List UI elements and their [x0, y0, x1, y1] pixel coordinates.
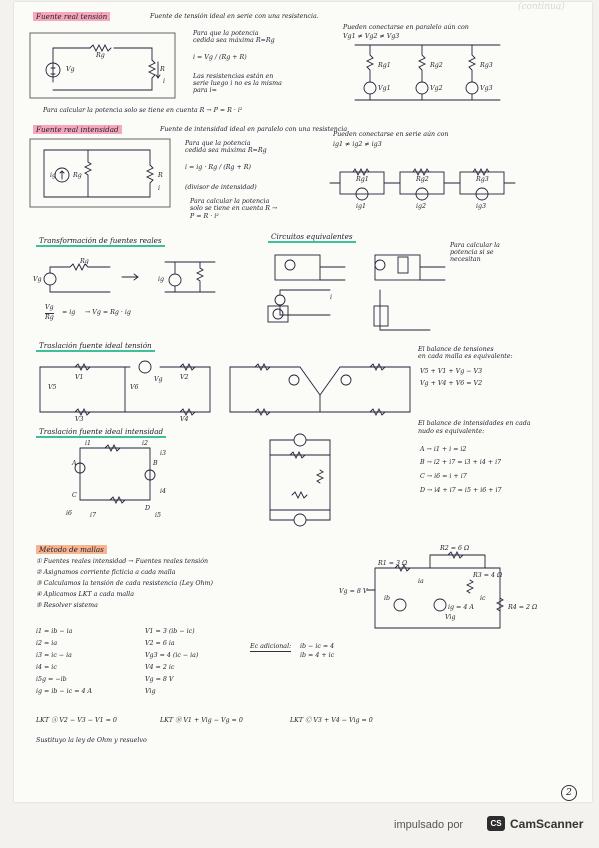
s6-balance-a: El balance de intensidades en cada — [418, 420, 531, 427]
s2-sr-ig2: ig2 — [416, 203, 427, 210]
s1-pl-rg3: Rg3 — [480, 62, 493, 69]
s6-eqD: D → i4 + i7 = i5 + i6 + i7 — [420, 487, 502, 494]
s5-label-vg: Vg — [154, 376, 163, 383]
s6-label-d: D — [145, 505, 151, 512]
s7-extra-1: ib − ic = 4 — [300, 643, 335, 650]
s1-pl-vg1: Vg1 — [378, 85, 391, 92]
s1-pl-rg2: Rg2 — [430, 62, 443, 69]
s4-note-c: necesitan — [450, 256, 481, 263]
s7-c-r4: R4 = 2 Ω — [508, 604, 538, 611]
s7-colB-0: V1 = 3 (ib − ic) — [145, 628, 195, 635]
s2-title: Fuente real intensidad — [33, 125, 122, 134]
s7-colA-4: i5g = −ib — [36, 676, 67, 683]
s7-c-r1: R1 = 3 Ω — [378, 560, 408, 567]
s6-label-i7: i7 — [90, 512, 97, 519]
s4-note-a: Para calcular la — [450, 242, 500, 249]
s5-eq1: V5 + V1 + Vg − V3 — [420, 368, 483, 375]
s6-balance-b: nudo es equivalente: — [418, 428, 485, 435]
s5-label-v1: V1 — [75, 374, 84, 381]
s7-colA-2: i3 = ic − ia — [36, 652, 72, 659]
s1-note1b: cedida sea máxima R=Rg — [193, 37, 275, 44]
s7-colA-3: i4 = ic — [36, 664, 57, 671]
s7-extra-title: Ec adicional: — [250, 643, 292, 650]
s3-title: Transformación de fuentes reales — [36, 236, 165, 247]
s1-pl-vg3: Vg3 — [480, 85, 493, 92]
s2-series — [330, 169, 515, 200]
camscanner-logo-icon: CS — [487, 816, 505, 831]
s5-label-v2: V2 — [180, 374, 189, 381]
s4-note-b: potencia si se — [450, 249, 494, 256]
s7-colA-5: ig = ib − ic = 4 A — [36, 688, 93, 695]
s6-eqA: A → i1 + i = i2 — [420, 446, 467, 453]
s5-label-v5: V5 — [48, 384, 57, 391]
s1-label-vg: Vg — [66, 66, 75, 73]
s1-note2b: serie luego i no es la misma — [193, 80, 282, 87]
s2-label-r: R — [158, 172, 163, 179]
s7-extra-2: ib = 4 + ic — [300, 652, 335, 659]
s7-colB-5: Vig — [145, 688, 156, 695]
s2-intro: Fuente de intensidad ideal en paralelo con una resistencia — [160, 126, 348, 133]
s1-formula-i: i = Vg / (Rg + R) — [193, 54, 247, 61]
s7-colA-0: i1 = ib − ia — [36, 628, 73, 635]
s1-note2a: Las resistencias están en — [193, 73, 274, 80]
s3-frac-bot: Rg — [45, 314, 54, 321]
s7-step2: ② Asignamos corriente ficticia a cada malla — [36, 569, 176, 576]
s1-title: Fuente real tensión — [33, 12, 110, 21]
s6-eqC: C → i6 = i + i7 — [420, 473, 467, 480]
s1-parallel-b: Vg1 ≠ Vg2 ≠ Vg3 — [343, 33, 400, 40]
s2-label-ig: ig — [50, 172, 57, 179]
s4-title: Circuitos equivalentes — [268, 232, 356, 243]
s2-divisor: (divisor de intensidad) — [185, 184, 257, 191]
s2-note1b: cedida sea máxima R=Rg — [185, 147, 267, 154]
s7-lkt2: LKT Ⓑ V1 + Vig − Vg = 0 — [160, 717, 243, 724]
s7-c-ib: ib — [384, 595, 391, 602]
s7-step3: ③ Calculamos la tensión de cada resistencia (Ley Ohm) — [36, 580, 213, 587]
s5-label-v4: V4 — [180, 416, 189, 423]
s1-note2c: para i= — [193, 87, 217, 94]
header-ghost-text: (continua) — [518, 2, 565, 12]
s7-colB-3: V4 = 2 ic — [145, 664, 175, 671]
s2-power-b: solo se tiene en cuenta R → — [190, 205, 278, 212]
s2-circuit — [44, 150, 153, 197]
s6-label-i1: i1 — [85, 440, 92, 447]
s1-frame — [30, 33, 175, 98]
s7-c-vg: Vg = 8 V — [339, 588, 368, 595]
s1-power-note: Para calcular la potencia solo se tiene en cuenta R → P = R · i² — [43, 107, 243, 114]
s3-label-ig: ig — [158, 276, 165, 283]
s4-label-i: i — [330, 294, 333, 301]
s3-eq-a: = ig — [62, 309, 76, 316]
s6-label-c: C — [72, 492, 77, 499]
s3-label-rg: Rg — [80, 258, 89, 265]
s2-series-a: Pueden conectarse en serie aún con — [333, 131, 449, 138]
s1-label-r: R — [160, 66, 165, 73]
page-number: 2 — [561, 785, 577, 801]
s7-colA-1: i2 = ia — [36, 640, 58, 647]
s7-colB-2: Vg3 = 4 (ic − ia) — [145, 652, 199, 659]
s1-intro: Fuente de tensión ideal en serie con una resistencia. — [150, 13, 319, 20]
s2-note1a: Para que la potencia — [185, 140, 251, 147]
s7-c-vig: Vig — [445, 614, 456, 621]
s6-circuits — [75, 434, 330, 526]
powered-by-text: impulsado por — [394, 819, 464, 831]
s5-balance-b: en cada malla es equivalente: — [418, 353, 513, 360]
s6-eqB: B → i2 + i7 = i3 + i4 + i7 — [420, 459, 502, 466]
s5-label-v6: V6 — [130, 384, 139, 391]
s2-sr-rg3: Rg3 — [476, 176, 489, 183]
s1-pl-rg1: Rg1 — [378, 62, 391, 69]
s1-pl-vg2: Vg2 — [430, 85, 443, 92]
s5-eq2: Vg + V4 + V6 = V2 — [420, 380, 483, 387]
s1-label-rg: Rg — [96, 52, 105, 59]
s7-colB-4: Vg = 8 V — [145, 676, 174, 683]
s6-label-i6: i6 — [66, 510, 73, 517]
s1-note1a: Para que la potencia — [193, 30, 259, 37]
s7-c-r3: R3 = 4 Ω — [473, 572, 503, 579]
s6-label-i3: i3 — [160, 450, 167, 457]
s6-label-i5: i5 — [155, 512, 162, 519]
s7-c-ic: ic — [480, 595, 486, 602]
s2-sr-rg2: Rg2 — [416, 176, 429, 183]
s2-sr-rg1: Rg1 — [356, 176, 369, 183]
s3-circuits — [44, 262, 215, 292]
s1-parallel — [355, 45, 500, 100]
s2-power-a: Para calcular la potencia — [190, 198, 270, 205]
s2-sr-ig1: ig1 — [356, 203, 367, 210]
s7-step1: ① Fuentes reales intensidad → Fuentes reales tensión — [36, 558, 209, 565]
s5-balance-a: El balance de tensiones — [418, 346, 494, 353]
s5-label-v3: V3 — [75, 416, 84, 423]
s7-colB-1: V2 = 6 ia — [145, 640, 175, 647]
s7-lkt3: LKT Ⓒ V3 + V4 − Vig = 0 — [290, 717, 373, 724]
s7-last: Sustituyo la ley de Ohm y resuelvo — [36, 737, 147, 744]
s6-title: Traslación fuente ideal intensidad — [36, 427, 166, 438]
s6-label-i4: i4 — [160, 488, 167, 495]
s4-circuits — [268, 255, 445, 330]
s1-label-i: i — [163, 78, 166, 85]
s5-title: Traslación fuente ideal tensión — [36, 341, 155, 352]
s7-lkt1: LKT Ⓐ V2 − V3 − V1 = 0 — [36, 717, 117, 724]
s2-label-i: i — [158, 185, 161, 192]
s2-sr-ig3: ig3 — [476, 203, 487, 210]
s7-step4: ④ Aplicamos LKT a cada malla — [36, 591, 134, 598]
s7-c-r2: R2 = 6 Ω — [440, 545, 470, 552]
s6-label-i2: i2 — [142, 440, 149, 447]
s2-formula-i: i = ig · Rg / (Rg + R) — [185, 164, 251, 171]
s7-title: Método de mallas — [36, 545, 107, 554]
s2-label-rg: Rg — [73, 172, 82, 179]
s3-frac-top: Vg — [45, 304, 54, 311]
s5-circuits — [40, 361, 410, 415]
camscanner-brand: CamScanner — [510, 817, 584, 831]
s7-c-ia: ia — [418, 578, 424, 585]
s6-label-b: B — [153, 460, 158, 467]
s2-power-c: P = R · i² — [190, 213, 219, 220]
s2-series-b: ig1 ≠ ig2 ≠ ig3 — [333, 141, 382, 148]
s3-eq-b: → Vg = Rg · ig — [85, 309, 131, 316]
s7-c-ig: ig = 4 A — [448, 604, 474, 611]
s6-label-a: A — [72, 460, 77, 467]
s1-parallel-a: Pueden conectarse en paralelo aún con — [343, 24, 469, 31]
s7-step5: ⑤ Resolver sistema — [36, 602, 98, 609]
s3-label-vg: Vg — [33, 276, 42, 283]
